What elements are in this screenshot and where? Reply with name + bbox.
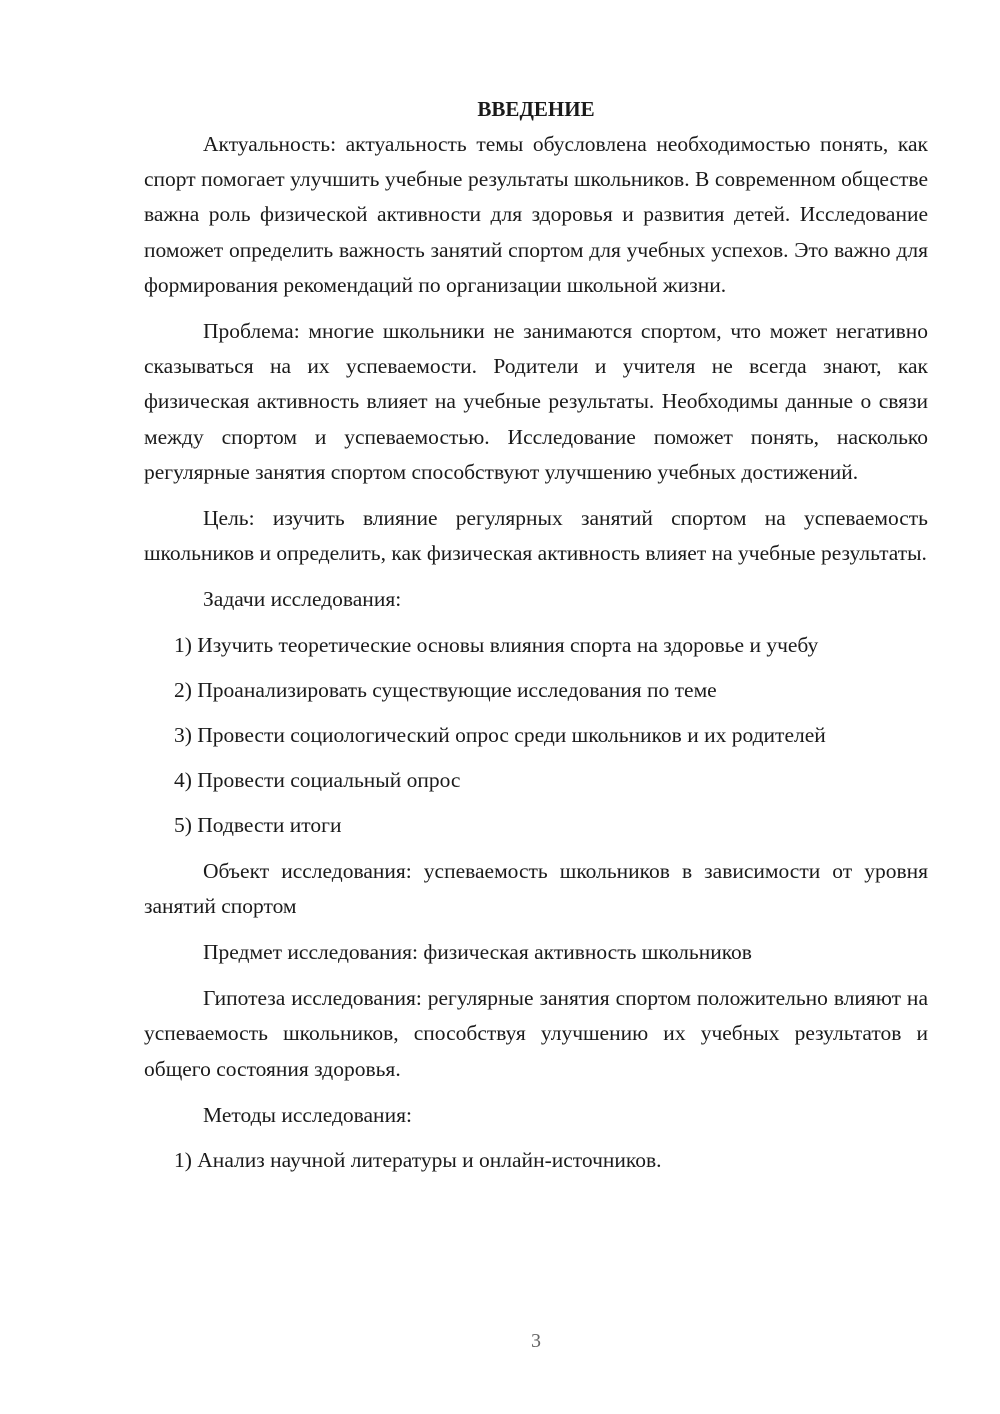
task-item: 1) Изучить теоретические основы влияния спорта на здоровье и учебу [174,632,819,657]
task-item: 3) Провести социологический опрос среди школьников и их родителей [174,723,826,748]
section-heading: ВВЕДЕНИЕ [477,97,595,121]
methods-label: Методы исследования: [203,1102,412,1127]
tasks-label: Задачи исследования: [203,587,402,612]
document-page [144,92,928,1188]
task-item: 5) Подвести итоги [174,813,342,838]
hypothesis-paragraph: Гипотеза исследования: регулярные занятия спортом положительно влияют на успеваемость школьников, способствуя улучшению их учебных результатов и общего состояния здоровья. [144,986,928,1081]
task-item: 4) Провести социальный опрос [174,768,461,793]
method-item: 1) Анализ научной литературы и онлайн-источников. [174,1148,662,1173]
relevance-paragraph: Актуальность: актуальность темы обусловлена необходимостью понять, как спорт помогает улучшить учебные результаты школьников. В современном обществе важна роль физической активности для здоровья и развития детей. Исследование поможет определить важность занятий спортом для учебных успехов. Это важно для формирования рекомендаций по организации школьной жизни. [144,132,928,297]
problem-paragraph: Проблема: многие школьники не занимаются спортом, что может негативно сказываться на их успеваемости. Родители и учителя не всегда знают, как физическая активность влияет на учебные результаты. Необходимы данные о связи между спортом и успеваемостью. Исследование поможет понять, насколько регулярные занятия спортом способствуют улучшению учебных достижений. [144,319,928,484]
goal-paragraph: Цель: изучить влияние регулярных занятий спортом на успеваемость школьников и определить, как физическая активность влияет на учебные результаты. [144,506,928,566]
object-paragraph: Объект исследования: успеваемость школьников в зависимости от уровня занятий спортом [144,858,928,918]
task-item: 2) Проанализировать существующие исследования по теме [174,677,717,702]
subject-paragraph: Предмет исследования: физическая активность школьников [203,940,752,965]
page-number: 3 [531,1330,541,1352]
